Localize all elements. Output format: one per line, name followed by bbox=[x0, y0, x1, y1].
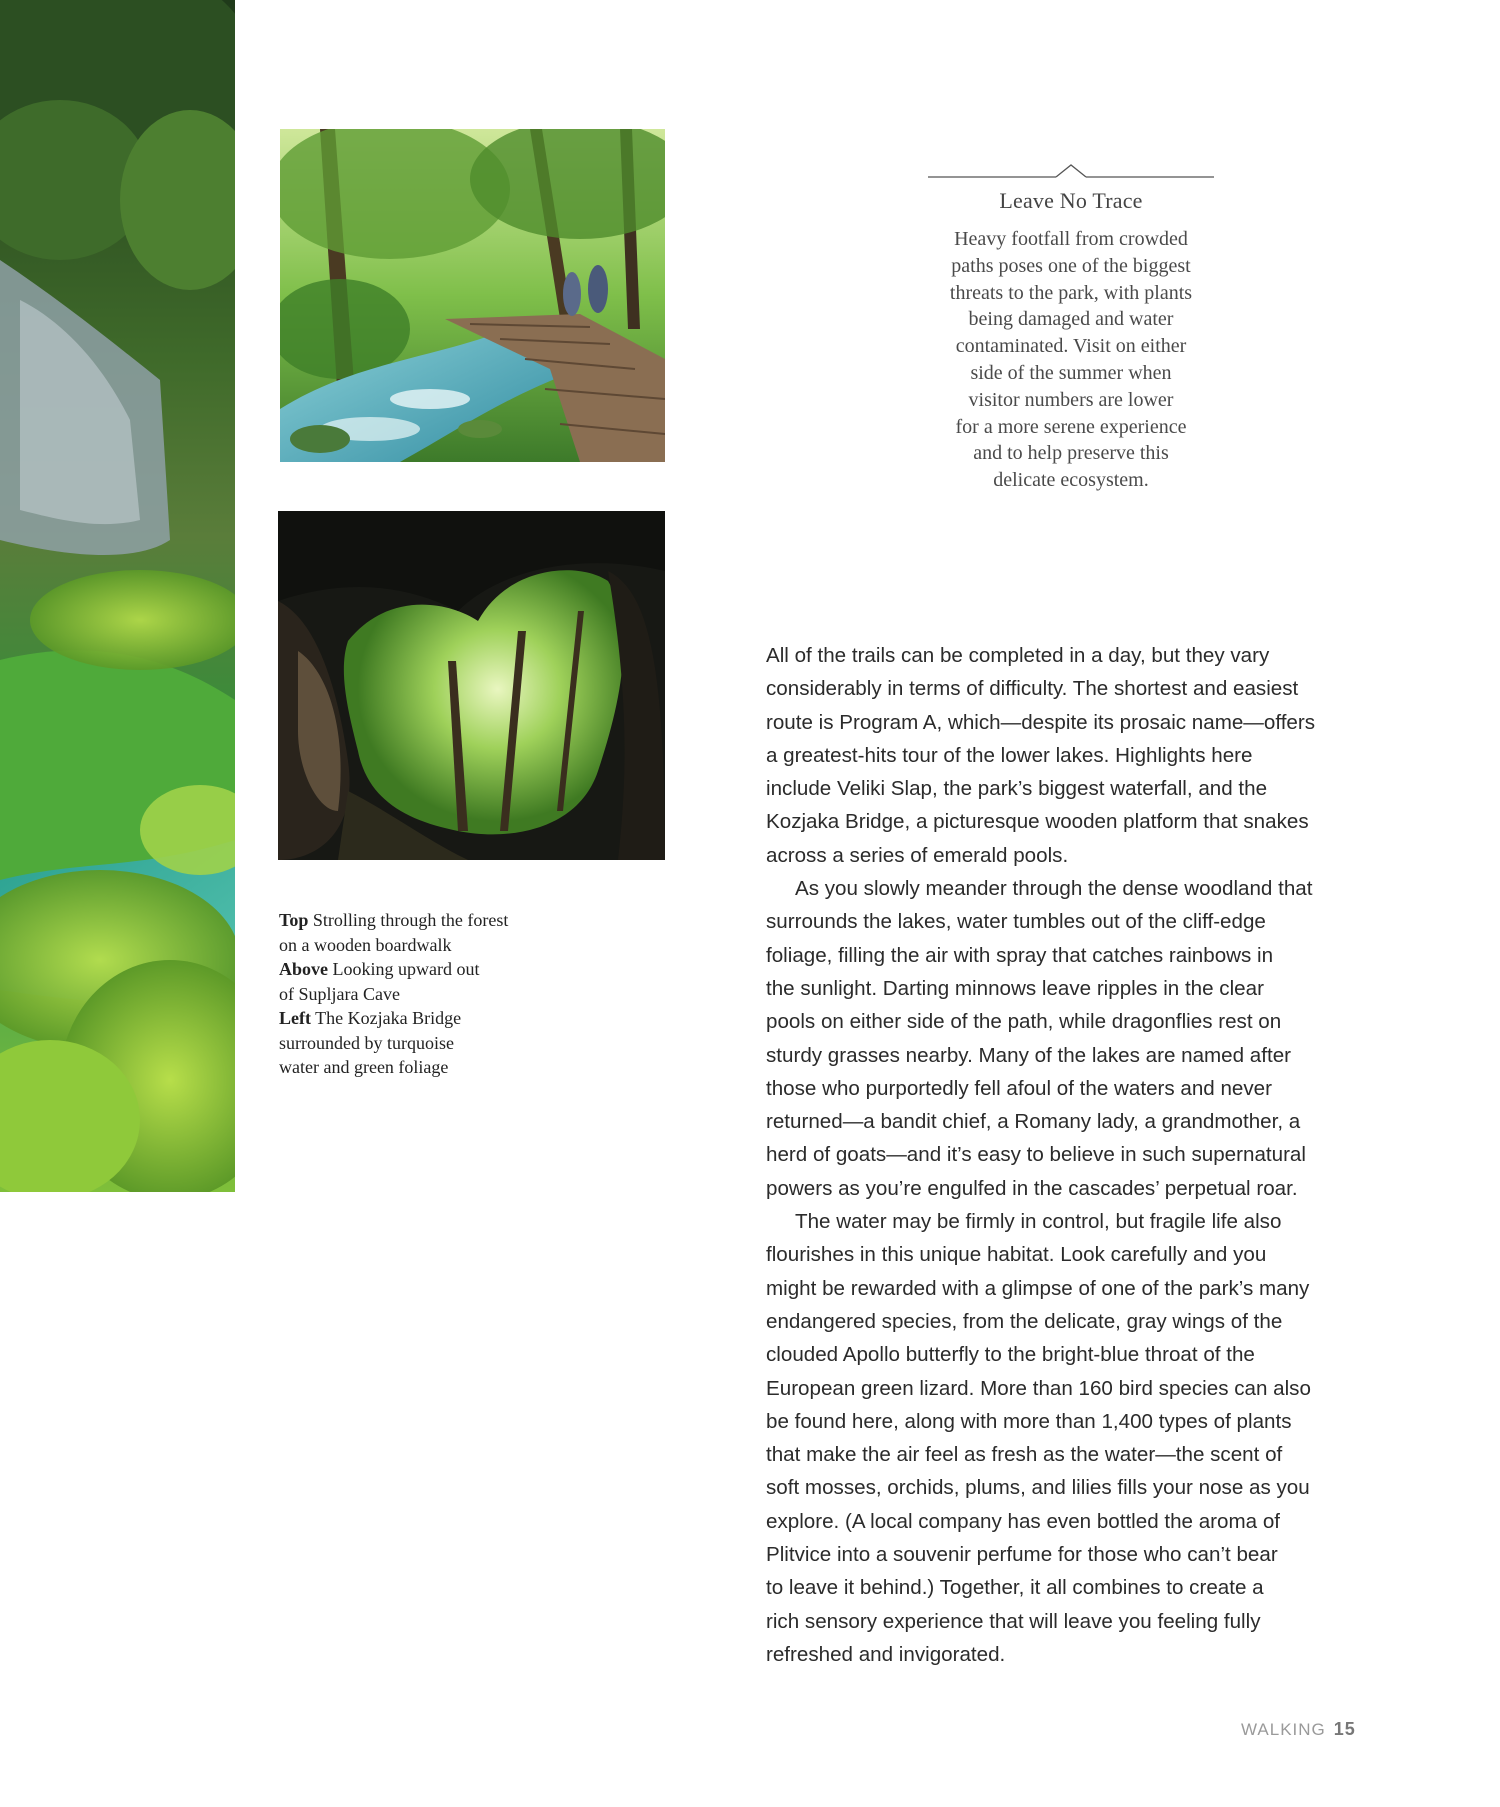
article-line: refreshed and invigorated. bbox=[766, 1642, 1006, 1666]
article-line: endangered species, from the delicate, gray wings of the bbox=[766, 1309, 1283, 1333]
article-line: that make the air feel as fresh as the water—the scent of bbox=[766, 1443, 1283, 1467]
article-line: across a series of emerald pools. bbox=[766, 843, 1069, 867]
caption-text: of Supljara Cave bbox=[279, 983, 400, 1004]
caption-line bbox=[279, 1055, 579, 1080]
caption-label: Top bbox=[279, 910, 309, 930]
sidebar-line: side of the summer when bbox=[970, 361, 1172, 384]
article-line: might be rewarded with a glimpse of one of the park’s many bbox=[766, 1276, 1310, 1300]
caption-text: Looking upward out bbox=[332, 959, 480, 979]
caption-line bbox=[279, 982, 579, 1007]
caption-text: on a wooden boardwalk bbox=[279, 934, 452, 955]
article-line: soft mosses, orchids, plums, and lilies fills your nose as you bbox=[766, 1476, 1310, 1500]
article-line: be found here, along with more than 1,400 types of plants bbox=[766, 1409, 1292, 1433]
article-line: surrounds the lakes, water tumbles out of the cliff-edge bbox=[766, 910, 1266, 934]
article-line: powers as you’re engulfed in the cascades’ perpetual roar. bbox=[766, 1176, 1298, 1200]
caption-line bbox=[279, 1031, 579, 1056]
sidebar-leave-no-trace bbox=[928, 160, 1214, 494]
folio-section: WALKING bbox=[1241, 1720, 1326, 1739]
sidebar-body bbox=[928, 226, 1214, 494]
sidebar-line: visitor numbers are lower bbox=[968, 388, 1174, 411]
caption-line bbox=[279, 908, 579, 933]
article-line: Kozjaka Bridge, a picturesque wooden platform that snakes bbox=[766, 810, 1309, 834]
sidebar-line: contaminated. Visit on either bbox=[955, 335, 1187, 358]
article-line: pools on either side of the path, while dragonflies rest on bbox=[766, 1010, 1282, 1034]
photo-boardwalk bbox=[280, 129, 665, 462]
article-body bbox=[766, 639, 1386, 1671]
caption-label: Above bbox=[279, 959, 328, 979]
article-line: foliage, filling the air with spray that catches rainbows in bbox=[766, 943, 1274, 967]
article-line: Plitvice into a souvenir perfume for those who can’t bear bbox=[766, 1543, 1278, 1567]
sidebar-line: for a more serene experience bbox=[955, 415, 1187, 438]
article-line: include Veliki Slap, the park’s biggest waterfall, and the bbox=[766, 777, 1268, 801]
caption-text: water and green foliage bbox=[279, 1057, 449, 1077]
article-line: flourishes in this unique habitat. Look carefully and you bbox=[766, 1243, 1267, 1267]
page-folio bbox=[1241, 1719, 1356, 1740]
sidebar-rule-ornament bbox=[928, 160, 1214, 184]
caption-label: Left bbox=[279, 1008, 311, 1028]
sidebar-title: Leave No Trace bbox=[999, 188, 1143, 213]
page-number: 15 bbox=[1333, 1719, 1356, 1739]
caption-text: The Kozjaka Bridge bbox=[315, 1008, 462, 1028]
sidebar-line: threats to the park, with plants bbox=[949, 281, 1193, 304]
article-line: sturdy grasses nearby. Many of the lakes are named after bbox=[766, 1043, 1292, 1067]
article-line: European green lizard. More than 160 bird species can also bbox=[766, 1376, 1311, 1400]
sidebar-line: and to help preserve this bbox=[973, 442, 1169, 465]
article-line: considerably in terms of difficulty. The shortest and easiest bbox=[766, 677, 1299, 701]
article-line: the sunlight. Darting minnows leave ripples in the clear bbox=[766, 976, 1264, 1000]
caption-line bbox=[279, 957, 579, 982]
article-line: rich sensory experience that will leave you feeling fully bbox=[766, 1609, 1261, 1633]
article-line: herd of goats—and it’s easy to believe in such supernatural bbox=[766, 1143, 1306, 1167]
sidebar-line: paths poses one of the biggest bbox=[951, 254, 1191, 277]
article-line: to leave it behind.) Together, it all combines to create a bbox=[766, 1576, 1264, 1600]
article-line: explore. (A local company has even bottled the aroma of bbox=[766, 1509, 1280, 1533]
caption-line bbox=[279, 933, 579, 958]
photo-supljara-cave bbox=[278, 511, 665, 860]
article-line: a greatest-hits tour of the lower lakes. Highlights here bbox=[766, 743, 1253, 767]
sidebar-line: being damaged and water bbox=[968, 308, 1174, 331]
sidebar-line: delicate ecosystem. bbox=[993, 469, 1149, 492]
caption-line bbox=[279, 1006, 579, 1031]
article-line: All of the trails can be completed in a day, but they vary bbox=[766, 644, 1270, 667]
photo-kozjaka-bridge bbox=[0, 0, 235, 1192]
article-line: clouded Apollo butterfly to the bright-blue throat of the bbox=[766, 1343, 1255, 1367]
article-line: route is Program A, which—despite its prosaic name—offers bbox=[766, 710, 1316, 734]
caption-text: surrounded by turquoise bbox=[279, 1032, 454, 1053]
article-line: those who purportedly fell afoul of the waters and never bbox=[766, 1076, 1272, 1100]
article-line: As you slowly meander through the dense woodland that bbox=[795, 877, 1313, 901]
article-line: The water may be firmly in control, but fragile life also bbox=[795, 1210, 1282, 1234]
caption-text: Strolling through the forest bbox=[312, 910, 509, 930]
photo-caption bbox=[279, 908, 579, 1080]
sidebar-line: Heavy footfall from crowded bbox=[954, 228, 1188, 250]
article-line: returned—a bandit chief, a Romany lady, a grandmother, a bbox=[766, 1110, 1301, 1134]
